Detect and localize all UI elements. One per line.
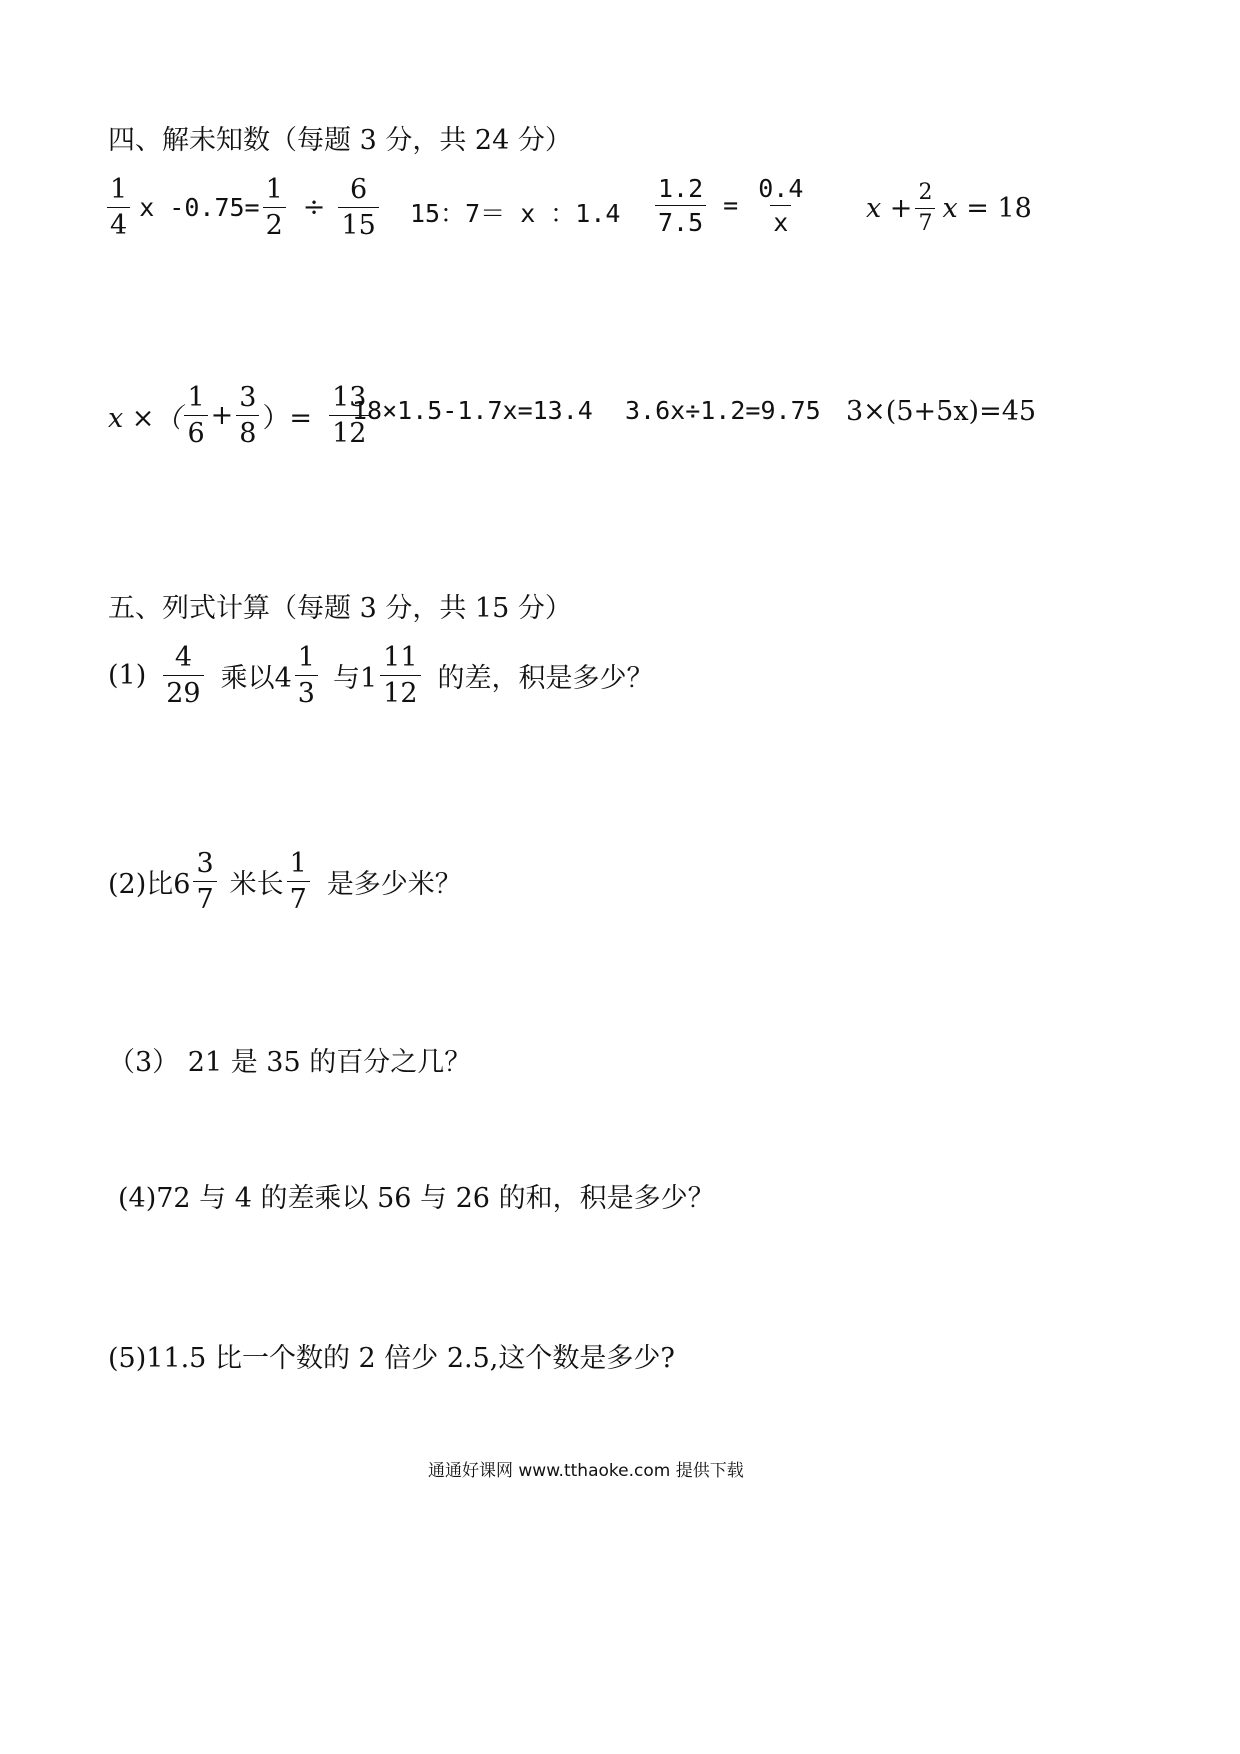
fraction	[193, 850, 216, 913]
equation-text: x -0.75=	[139, 193, 260, 222]
numerator: 1	[265, 174, 283, 205]
numerator: 1	[110, 174, 128, 205]
numerator: 1	[187, 382, 205, 413]
numerator: 1	[297, 642, 315, 673]
plus-sign: +	[210, 400, 234, 431]
numerator: 3	[239, 382, 257, 413]
denominator: 6	[184, 415, 207, 447]
equation-text: x +	[866, 193, 913, 224]
fraction	[380, 644, 420, 707]
equation-7: 3.6x÷1.2=9.75	[625, 396, 821, 425]
fraction	[287, 850, 310, 913]
equation-3	[652, 176, 809, 235]
equation-text: x ×（	[108, 403, 182, 434]
denominator: 7.5	[655, 205, 706, 235]
denominator: 12	[380, 675, 420, 707]
question-2	[108, 850, 462, 913]
section4-title: 四、解未知数（每题 3 分，共 24 分）	[108, 125, 572, 156]
question-text: 米长	[229, 869, 284, 900]
question-5: (5)11.5 比一个数的 2 倍少 2.5,这个数是多少?	[108, 1343, 675, 1374]
fraction	[655, 176, 706, 235]
variable-x: x	[942, 193, 958, 224]
denominator: 4	[107, 207, 130, 239]
equation-6: 18×1.5-1.7x=13.4	[352, 396, 593, 425]
equation-text: = 18	[957, 193, 1032, 224]
question-label: (1)	[108, 660, 147, 691]
fraction	[163, 644, 203, 707]
question-4: (4)72 与 4 的差乘以 56 与 26 的和，积是多少？	[118, 1183, 715, 1214]
numerator: 1.2	[658, 174, 704, 203]
fraction	[263, 176, 286, 239]
equation-2: 15：7＝ x ：1.4	[410, 199, 621, 228]
fraction	[915, 182, 935, 235]
denominator: x	[770, 205, 791, 235]
equation-text: ）=	[262, 403, 313, 434]
numerator: 2	[918, 180, 933, 205]
divide-sign: ÷	[302, 192, 326, 223]
footer-text: 通通好课网 www.tthaoke.com 提供下载	[428, 1461, 744, 1481]
question-3: （3） 21 是 35 的百分之几？	[108, 1047, 472, 1078]
numerator: 0.4	[758, 174, 804, 203]
equation-5	[108, 384, 372, 447]
equals-sign: =	[723, 191, 739, 220]
numerator: 3	[196, 848, 214, 879]
denominator: 3	[295, 675, 318, 707]
question-text: 与1	[332, 663, 378, 694]
fraction	[236, 384, 259, 447]
question-text: 是多少米？	[326, 869, 462, 900]
question-1	[108, 644, 654, 707]
denominator: 29	[163, 675, 203, 707]
denominator: 2	[263, 207, 286, 239]
numerator: 6	[350, 174, 368, 205]
denominator: 7	[915, 208, 935, 235]
fraction	[107, 176, 130, 239]
equation-8: 3×(5+5x)=45	[846, 396, 1037, 427]
equation-1	[104, 176, 382, 239]
numerator: 11	[383, 642, 418, 673]
fraction	[295, 644, 318, 707]
question-text: (2)比6	[108, 869, 191, 900]
denominator: 7	[193, 881, 216, 913]
denominator: 12	[329, 415, 369, 447]
denominator: 7	[287, 881, 310, 913]
numerator: 4	[174, 642, 193, 673]
equation-4	[866, 182, 1032, 235]
question-text: 乘以4	[220, 663, 292, 694]
fraction	[184, 384, 207, 447]
fraction	[755, 176, 806, 235]
numerator: 13	[332, 382, 367, 413]
denominator: 8	[236, 415, 259, 447]
question-text: 的差，积是多少？	[437, 663, 654, 694]
denominator: 15	[338, 207, 378, 239]
section5-title: 五、列式计算（每题 3 分，共 15 分）	[108, 593, 572, 624]
numerator: 1	[289, 848, 307, 879]
fraction	[338, 176, 378, 239]
